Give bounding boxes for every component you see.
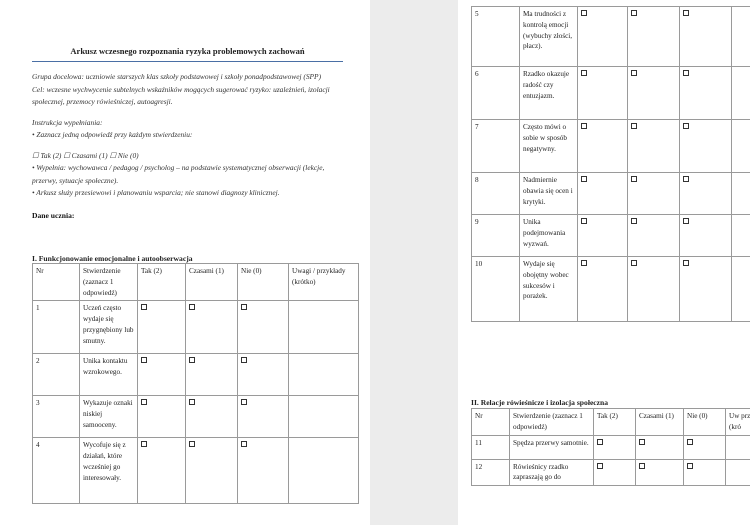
checkbox-yes[interactable]: [581, 70, 587, 76]
table-row: [472, 257, 750, 322]
checkbox-sometimes[interactable]: [631, 176, 637, 182]
answer-cell-sometimes: [636, 459, 684, 486]
row-number: 3: [33, 396, 80, 438]
section-2-rows: [472, 435, 750, 486]
checkbox-sometimes[interactable]: [631, 123, 637, 129]
document-page-1: [0, 0, 370, 525]
table-row: [472, 435, 750, 459]
checkbox-sometimes[interactable]: [189, 441, 195, 447]
answer-cell-yes: [578, 7, 628, 67]
answer-cell-no: [680, 173, 732, 215]
statement-text: Ma trudności z kontrolą emocji (wybuchy złości, płacz).: [520, 7, 578, 67]
answer-cell-no: [684, 435, 726, 459]
checkbox-yes[interactable]: [581, 10, 587, 16]
notes-cell[interactable]: [289, 354, 359, 396]
notes-cell[interactable]: [732, 67, 750, 120]
notes-cell[interactable]: [289, 438, 359, 504]
section-1-table-continued: [471, 6, 750, 322]
header-notes: Uw prz (kró: [726, 409, 750, 436]
row-number: 8: [472, 173, 520, 215]
answer-cell-sometimes: [186, 396, 238, 438]
notes-cell[interactable]: [732, 173, 750, 215]
answer-cell-yes: [138, 438, 186, 504]
checkbox-sometimes[interactable]: [189, 357, 195, 363]
table-row: [472, 459, 750, 486]
checkbox-no[interactable]: [687, 439, 693, 445]
document-title: Arkusz wczesnego rozpoznania ryzyka problemowych zachowań: [70, 46, 305, 56]
statement-text: Rzadko okazuje radość czy entuzjazm.: [520, 67, 578, 120]
header-statement: Stwierdzenie (zaznacz 1 odpowiedź): [510, 409, 594, 436]
header-statement: Stwierdzenie (zaznacz 1 odpowiedź): [80, 264, 138, 301]
answer-cell-yes: [138, 354, 186, 396]
statement-text: Unika kontaktu wzrokowego.: [80, 354, 138, 396]
notes-cell[interactable]: [732, 257, 750, 322]
row-number: 1: [33, 301, 80, 354]
checkbox-yes[interactable]: [597, 463, 603, 469]
row-number: 5: [472, 7, 520, 67]
answer-cell-no: [680, 67, 732, 120]
table-header-row: [472, 409, 750, 436]
answer-cell-yes: [138, 301, 186, 354]
answer-cell-yes: [578, 120, 628, 173]
header-nr: Nr: [33, 264, 80, 301]
checkbox-no[interactable]: [687, 463, 693, 469]
intro-block: [32, 71, 347, 222]
checkbox-sometimes[interactable]: [189, 399, 195, 405]
checkbox-no[interactable]: [241, 304, 247, 310]
answer-cell-no: [680, 257, 732, 322]
statement-text: Wycofuje się z działań, które wcześniej go interesowały.: [80, 438, 138, 504]
answer-cell-yes: [578, 257, 628, 322]
section-1-rows: [33, 301, 359, 504]
checkbox-sometimes[interactable]: [631, 218, 637, 224]
answer-cell-sometimes: [628, 215, 680, 257]
checkbox-sometimes[interactable]: [639, 463, 645, 469]
table-row: [33, 354, 359, 396]
row-number: 6: [472, 67, 520, 120]
checkbox-no[interactable]: [683, 123, 689, 129]
checkbox-no[interactable]: [683, 176, 689, 182]
notes-cell[interactable]: [732, 120, 750, 173]
statement-text: Spędza przerwy samotnie.: [510, 435, 594, 459]
statement-text: Unika podejmowania wyzwań.: [520, 215, 578, 257]
target-group-text: Grupa docelowa: uczniowie starszych klas szkoły podstawowej i szkoły ponadpodstawowej (SPP): [32, 72, 322, 81]
answer-cell-yes: [578, 173, 628, 215]
section-2-heading: II. Relacje rówieśnicze i izolacja społeczna: [471, 398, 609, 407]
checkbox-yes[interactable]: [141, 441, 147, 447]
section-1-table: [32, 263, 359, 504]
checkbox-no[interactable]: [241, 399, 247, 405]
row-number: 9: [472, 215, 520, 257]
answer-cell-sometimes: [628, 120, 680, 173]
checkbox-sometimes[interactable]: [639, 439, 645, 445]
row-number: 11: [472, 435, 510, 459]
statement-text: Wydaje się obojętny wobec sukcesów i porażek.: [520, 257, 578, 322]
checkbox-no[interactable]: [683, 70, 689, 76]
table-header-row: [33, 264, 359, 301]
student-data-label: Dane ucznia:: [32, 210, 75, 220]
statement-text: Rówieśnicy rzadko zapraszają go do: [510, 459, 594, 486]
checkbox-yes[interactable]: [141, 304, 147, 310]
checkbox-sometimes[interactable]: [631, 260, 637, 266]
section-2-table: [471, 408, 750, 486]
table-row: [33, 396, 359, 438]
answer-options-line: ☐ Tak (2) ☐ Czasami (1) ☐ Nie (0): [32, 150, 139, 160]
table-row: [472, 120, 750, 173]
header-yes: Tak (2): [138, 264, 186, 301]
notes-cell[interactable]: [726, 459, 750, 486]
answer-cell-yes: [578, 215, 628, 257]
table-row: [472, 7, 750, 67]
table-row: [472, 67, 750, 120]
answer-cell-no: [680, 215, 732, 257]
checkbox-no[interactable]: [241, 441, 247, 447]
answer-cell-sometimes: [186, 438, 238, 504]
answer-cell-no: [238, 301, 289, 354]
checkbox-no[interactable]: [683, 218, 689, 224]
table-row: [472, 173, 750, 215]
answer-cell-no: [680, 7, 732, 67]
header-notes: Uwagi / przykłady (krótko): [289, 264, 359, 301]
answer-cell-no: [238, 438, 289, 504]
notes-cell[interactable]: [732, 7, 750, 67]
row-number: 2: [33, 354, 80, 396]
checkbox-yes[interactable]: [597, 439, 603, 445]
row-number: 10: [472, 257, 520, 322]
answer-cell-no: [684, 459, 726, 486]
statement-text: Nadmiernie obawia się ocen i krytyki.: [520, 173, 578, 215]
document-page-2: [458, 0, 750, 525]
instructions-item-3: • Arkusz służy przesiewowi i planowaniu wsparcia; nie stanowi diagnozy klinicznej.: [32, 188, 280, 197]
notes-cell[interactable]: [726, 435, 750, 459]
answer-cell-no: [680, 120, 732, 173]
answer-cell-sometimes: [186, 301, 238, 354]
checkbox-sometimes[interactable]: [189, 304, 195, 310]
table-row: [33, 301, 359, 354]
checkbox-sometimes[interactable]: [631, 10, 637, 16]
row-number: 12: [472, 459, 510, 486]
checkbox-sometimes[interactable]: [631, 70, 637, 76]
checkbox-yes[interactable]: [581, 218, 587, 224]
header-no: Nie (0): [684, 409, 726, 436]
header-no: Nie (0): [238, 264, 289, 301]
answer-cell-yes: [578, 67, 628, 120]
instructions-heading: Instrukcja wypełniania:: [32, 117, 103, 127]
header-nr: Nr: [472, 409, 510, 436]
table-row: [472, 215, 750, 257]
notes-cell[interactable]: [289, 301, 359, 354]
checkbox-yes[interactable]: [581, 176, 587, 182]
answer-cell-sometimes: [628, 67, 680, 120]
header-sometimes: Czasami (1): [186, 264, 238, 301]
instructions-item-2: • Wypełnia: wychowawca / pedagog / psycholog – na podstawie systematycznej obserwacji (lekcje, przerwy, sytuacje społeczne).: [32, 163, 325, 185]
answer-cell-yes: [594, 459, 636, 486]
answer-cell-sometimes: [628, 257, 680, 322]
section-1-heading: I. Funkcjonowanie emocjonalne i autoobserwacja: [32, 254, 193, 263]
row-number: 4: [33, 438, 80, 504]
statement-text: Często mówi o sobie w sposób negatywny.: [520, 120, 578, 173]
statement-text: Wykazuje oznaki niskiej samooceny.: [80, 396, 138, 438]
answer-cell-no: [238, 354, 289, 396]
goal-text: Cel: wczesne wychwycenie subtelnych wskaźników mogących sugerować ryzyko: uzależnień, izolacji społecznej, przemocy rówieśniczej, autoagresji.: [32, 84, 330, 106]
checkbox-yes[interactable]: [141, 399, 147, 405]
title-underline: [32, 61, 343, 62]
header-yes: Tak (2): [594, 409, 636, 436]
instructions-item-1: • Zaznacz jedną odpowiedź przy każdym stwierdzeniu:: [32, 130, 193, 139]
answer-cell-sometimes: [186, 354, 238, 396]
answer-cell-sometimes: [628, 7, 680, 67]
answer-cell-sometimes: [628, 173, 680, 215]
notes-cell[interactable]: [732, 215, 750, 257]
checkbox-no[interactable]: [241, 357, 247, 363]
answer-cell-yes: [594, 435, 636, 459]
statement-text: Uczeń często wydaje się przygnębiony lub smutny.: [80, 301, 138, 354]
answer-cell-sometimes: [636, 435, 684, 459]
answer-cell-no: [238, 396, 289, 438]
header-sometimes: Czasami (1): [636, 409, 684, 436]
answer-cell-yes: [138, 396, 186, 438]
section-1-rows-continued: [472, 7, 750, 322]
row-number: 7: [472, 120, 520, 173]
table-row: [33, 438, 359, 504]
checkbox-no[interactable]: [683, 260, 689, 266]
checkbox-yes[interactable]: [581, 123, 587, 129]
notes-cell[interactable]: [289, 396, 359, 438]
checkbox-yes[interactable]: [581, 260, 587, 266]
checkbox-no[interactable]: [683, 10, 689, 16]
checkbox-yes[interactable]: [141, 357, 147, 363]
